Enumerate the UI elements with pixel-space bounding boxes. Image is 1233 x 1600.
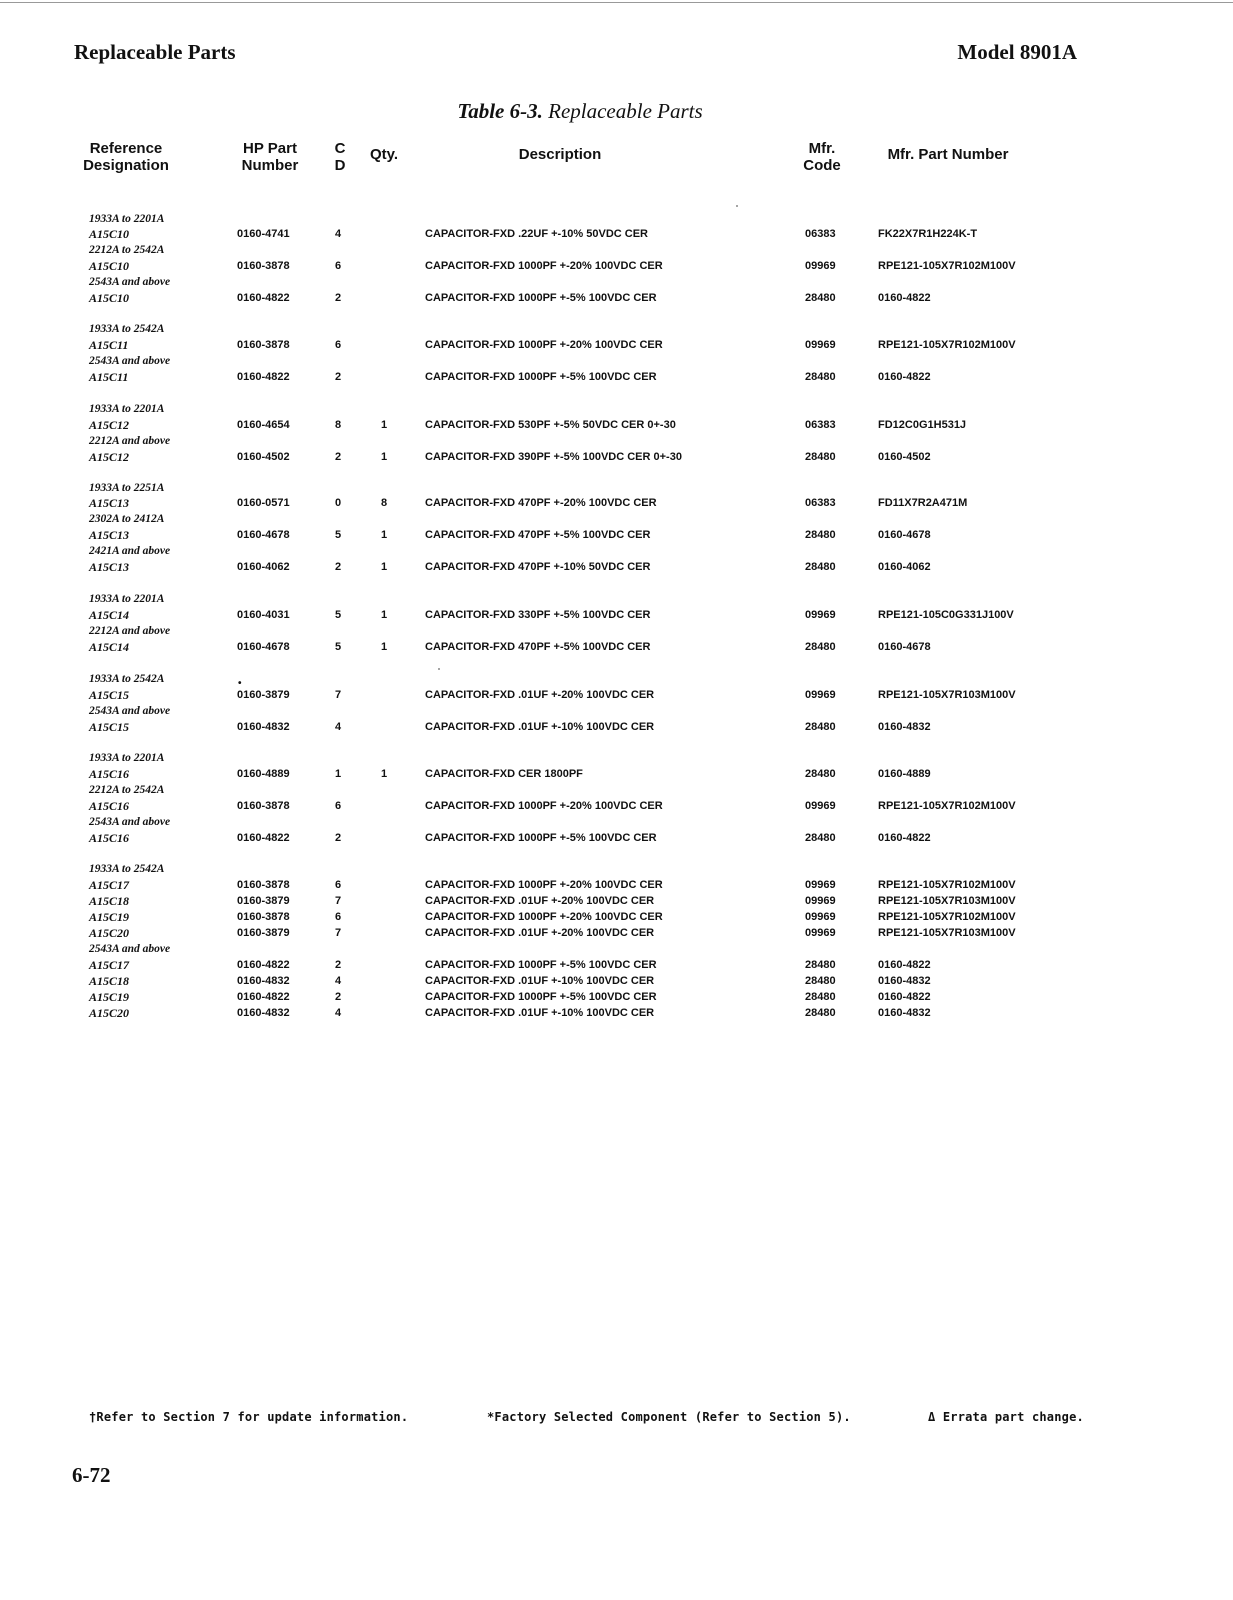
column-header-reference-line1: Reference xyxy=(89,140,163,157)
cd-cell: 7 xyxy=(335,927,342,939)
reference-cell: A15C10 xyxy=(89,259,130,273)
qty-cell: 1 xyxy=(381,641,388,653)
table-row xyxy=(0,528,1233,542)
mfr-code-cell: 09969 xyxy=(805,339,836,351)
cd-cell: 8 xyxy=(335,419,342,431)
serial-range-row xyxy=(0,783,1233,797)
description-cell: CAPACITOR-FXD .01UF +-20% 100VDC CER xyxy=(425,927,655,939)
qty-cell: 1 xyxy=(381,561,388,573)
cd-cell: 6 xyxy=(335,339,342,351)
reference-cell: A15C16 xyxy=(89,831,130,845)
cd-cell: 5 xyxy=(335,641,342,653)
serial-range-label: 1933A to 2542A xyxy=(89,673,165,685)
mfr-part-cell: 0160-4822 xyxy=(878,292,931,304)
table-row xyxy=(0,974,1233,988)
serial-range-row xyxy=(0,275,1233,289)
section-title: Replaceable Parts xyxy=(74,40,236,64)
description-cell: CAPACITOR-FXD 470PF +-5% 100VDC CER xyxy=(425,641,651,653)
table-row xyxy=(0,370,1233,384)
mfr-code-cell: 28480 xyxy=(805,371,836,383)
mfr-code-cell: 28480 xyxy=(805,832,836,844)
table-row xyxy=(0,926,1233,940)
description-cell: CAPACITOR-FXD 330PF +-5% 100VDC CER xyxy=(425,609,651,621)
hp-part-cell: 0160-3878 xyxy=(237,911,290,923)
description-cell: CAPACITOR-FXD 470PF +-5% 100VDC CER xyxy=(425,529,651,541)
mfr-code-cell: 09969 xyxy=(805,879,836,891)
mfr-code-cell: 28480 xyxy=(805,975,836,987)
mfr-part-cell: RPE121-105X7R102M100V xyxy=(878,260,1016,272)
description-cell: CAPACITOR-FXD 1000PF +-5% 100VDC CER xyxy=(425,371,657,383)
column-header-mfr-part-number: Mfr. Part Number xyxy=(887,146,1009,163)
serial-range-label: 2543A and above xyxy=(89,705,171,717)
reference-cell: A15C10 xyxy=(89,291,130,305)
mfr-part-cell: 0160-4822 xyxy=(878,991,931,1003)
reference-cell: A15C12 xyxy=(89,450,130,464)
description-cell: CAPACITOR-FXD 1000PF +-20% 100VDC CER xyxy=(425,911,663,923)
serial-range-label: 1933A to 2542A xyxy=(89,323,165,335)
description-cell: CAPACITOR-FXD .01UF +-20% 100VDC CER xyxy=(425,895,655,907)
serial-range-row xyxy=(0,322,1233,336)
mfr-code-cell: 09969 xyxy=(805,927,836,939)
serial-range-row xyxy=(0,704,1233,718)
column-header-hp-part-line1: HP Part xyxy=(243,140,297,157)
cd-cell: 1 xyxy=(335,768,342,780)
reference-cell: A15C14 xyxy=(89,608,130,622)
cd-cell: 4 xyxy=(335,1007,342,1019)
reference-cell: A15C20 xyxy=(89,1006,130,1020)
reference-cell: A15C16 xyxy=(89,799,130,813)
serial-range-row xyxy=(0,862,1233,876)
cd-cell: 6 xyxy=(335,911,342,923)
column-header-cd-line2: D xyxy=(334,157,346,174)
cd-cell: 7 xyxy=(335,689,342,701)
table-row xyxy=(0,767,1233,781)
reference-cell: A15C19 xyxy=(89,910,130,924)
description-cell: CAPACITOR-FXD 1000PF +-5% 100VDC CER xyxy=(425,292,657,304)
mfr-code-cell: 28480 xyxy=(805,529,836,541)
cd-cell: 2 xyxy=(335,561,342,573)
reference-cell: A15C14 xyxy=(89,640,130,654)
description-cell: CAPACITOR-FXD 1000PF +-20% 100VDC CER xyxy=(425,879,663,891)
table-row xyxy=(0,990,1233,1004)
hp-part-cell: 0160-4822 xyxy=(237,292,290,304)
table-row xyxy=(0,291,1233,305)
description-cell: CAPACITOR-FXD 470PF +-20% 100VDC CER xyxy=(425,497,657,509)
description-cell: CAPACITOR-FXD 1000PF +-20% 100VDC CER xyxy=(425,260,663,272)
description-cell: CAPACITOR-FXD 390PF +-5% 100VDC CER 0+-30 xyxy=(425,451,682,463)
hp-part-cell: 0160-4822 xyxy=(237,991,290,1003)
hp-part-cell: 0160-4062 xyxy=(237,561,290,573)
reference-cell: A15C15 xyxy=(89,720,130,734)
mfr-part-cell: FD12C0G1H531J xyxy=(878,419,967,431)
mfr-part-cell: RPE121-105X7R102M100V xyxy=(878,339,1016,351)
reference-cell: A15C15 xyxy=(89,688,130,702)
factory-selected-marker: • xyxy=(238,678,242,689)
mfr-part-cell: 0160-4822 xyxy=(878,832,931,844)
serial-range-row xyxy=(0,481,1233,495)
hp-part-cell: 0160-4678 xyxy=(237,641,290,653)
serial-range-label: 2543A and above xyxy=(89,816,171,828)
reference-cell: A15C11 xyxy=(89,338,129,352)
serial-range-label: 1933A to 2201A xyxy=(89,213,165,225)
cd-cell: 7 xyxy=(335,895,342,907)
cd-cell: 6 xyxy=(335,800,342,812)
qty-cell: 1 xyxy=(381,529,388,541)
description-cell: CAPACITOR-FXD 1000PF +-5% 100VDC CER xyxy=(425,832,657,844)
cd-cell: 5 xyxy=(335,609,342,621)
cd-cell: 2 xyxy=(335,959,342,971)
serial-range-row xyxy=(0,751,1233,765)
mfr-part-cell: RPE121-105X7R102M100V xyxy=(878,800,1016,812)
hp-part-cell: 0160-3878 xyxy=(237,339,290,351)
mfr-code-cell: 09969 xyxy=(805,260,836,272)
description-cell: CAPACITOR-FXD 530PF +-5% 50VDC CER 0+-30 xyxy=(425,419,676,431)
cd-cell: 4 xyxy=(335,721,342,733)
table-row xyxy=(0,496,1233,510)
mfr-code-cell: 28480 xyxy=(805,959,836,971)
reference-cell: A15C13 xyxy=(89,496,130,510)
mfr-part-cell: 0160-4678 xyxy=(878,641,931,653)
cd-cell: 6 xyxy=(335,260,342,272)
column-header-mfr-code-line2: Code xyxy=(803,157,841,174)
mfr-part-cell: 0160-4822 xyxy=(878,371,931,383)
model-label: Model 8901A xyxy=(957,40,1077,64)
serial-range-label: 2543A and above xyxy=(89,355,171,367)
table-row xyxy=(0,640,1233,654)
description-cell: CAPACITOR-FXD .01UF +-10% 100VDC CER xyxy=(425,975,655,987)
mfr-part-cell: 0160-4832 xyxy=(878,721,931,733)
cd-cell: 4 xyxy=(335,228,342,240)
mfr-code-cell: 06383 xyxy=(805,497,836,509)
reference-cell: A15C17 xyxy=(89,878,130,892)
footnote-factory-selected: *Factory Selected Component (Refer to Section 5). xyxy=(487,1410,851,1424)
mfr-code-cell: 06383 xyxy=(805,228,836,240)
mfr-part-cell: RPE121-105X7R103M100V xyxy=(878,689,1016,701)
serial-range-row xyxy=(0,592,1233,606)
cd-cell: 2 xyxy=(335,451,342,463)
mfr-code-cell: 28480 xyxy=(805,561,836,573)
mfr-part-cell: FD11X7R2A471M xyxy=(878,497,968,509)
mfr-part-cell: 0160-4678 xyxy=(878,529,931,541)
table-row xyxy=(0,608,1233,622)
mfr-part-cell: 0160-4062 xyxy=(878,561,931,573)
hp-part-cell: 0160-3879 xyxy=(237,689,290,701)
mfr-part-cell: 0160-4822 xyxy=(878,959,931,971)
mfr-part-cell: FK22X7R1H224K-T xyxy=(878,228,978,240)
reference-cell: A15C18 xyxy=(89,894,130,908)
reference-cell: A15C16 xyxy=(89,767,130,781)
qty-cell: 8 xyxy=(381,497,388,509)
serial-range-row xyxy=(0,512,1233,526)
table-name: Replaceable Parts xyxy=(548,99,703,123)
serial-range-label: 2212A and above xyxy=(89,435,171,447)
mfr-code-cell: 28480 xyxy=(805,292,836,304)
hp-part-cell: 0160-4822 xyxy=(237,959,290,971)
mfr-part-cell: RPE121-105X7R102M100V xyxy=(878,911,1016,923)
mfr-part-cell: RPE121-105X7R103M100V xyxy=(878,927,1016,939)
table-row xyxy=(0,418,1233,432)
serial-range-row xyxy=(0,402,1233,416)
hp-part-cell: 0160-3878 xyxy=(237,800,290,812)
description-cell: CAPACITOR-FXD .22UF +-10% 50VDC CER xyxy=(425,228,649,240)
cd-cell: 2 xyxy=(335,991,342,1003)
description-cell: CAPACITOR-FXD 1000PF +-5% 100VDC CER xyxy=(425,959,657,971)
column-header-description: Description xyxy=(518,146,602,163)
mfr-code-cell: 28480 xyxy=(805,768,836,780)
serial-range-row xyxy=(0,815,1233,829)
column-header-qty: Qty. xyxy=(369,146,399,163)
reference-cell: A15C10 xyxy=(89,227,130,241)
column-header-cd-line1: C xyxy=(334,140,346,157)
serial-range-row xyxy=(0,434,1233,448)
mfr-code-cell: 09969 xyxy=(805,911,836,923)
cd-cell: 0 xyxy=(335,497,342,509)
reference-cell: A15C13 xyxy=(89,528,130,542)
cd-cell: 5 xyxy=(335,529,342,541)
table-row xyxy=(0,450,1233,464)
hp-part-cell: 0160-4678 xyxy=(237,529,290,541)
mfr-part-cell: 0160-4832 xyxy=(878,975,931,987)
hp-part-cell: 0160-4502 xyxy=(237,451,290,463)
table-row xyxy=(0,338,1233,352)
mfr-code-cell: 06383 xyxy=(805,419,836,431)
serial-range-label: 2543A and above xyxy=(89,276,171,288)
mfr-code-cell: 28480 xyxy=(805,721,836,733)
table-row xyxy=(0,1006,1233,1020)
serial-range-row xyxy=(0,942,1233,956)
table-row xyxy=(0,958,1233,972)
description-cell: CAPACITOR-FXD .01UF +-10% 100VDC CER xyxy=(425,721,655,733)
serial-range-label: 2543A and above xyxy=(89,943,171,955)
table-row xyxy=(0,878,1233,892)
reference-cell: A15C12 xyxy=(89,418,130,432)
hp-part-cell: 0160-3878 xyxy=(237,879,290,891)
qty-cell: 1 xyxy=(381,768,388,780)
reference-cell: A15C20 xyxy=(89,926,130,940)
mfr-part-cell: RPE121-105C0G331J100V xyxy=(878,609,1014,621)
serial-range-label: 1933A to 2201A xyxy=(89,593,165,605)
mfr-part-cell: RPE121-105X7R102M100V xyxy=(878,879,1016,891)
table-row xyxy=(0,831,1233,845)
cd-cell: 6 xyxy=(335,879,342,891)
footnote-errata: Δ Errata part change. xyxy=(928,1410,1084,1424)
serial-range-row xyxy=(0,354,1233,368)
table-number: Table 6-3. xyxy=(457,99,543,123)
reference-cell: A15C17 xyxy=(89,958,130,972)
description-cell: CAPACITOR-FXD .01UF +-20% 100VDC CER xyxy=(425,689,655,701)
serial-range-label: 1933A to 2251A xyxy=(89,482,165,494)
serial-range-label: 2212A and above xyxy=(89,625,171,637)
hp-part-cell: 0160-4031 xyxy=(237,609,290,621)
table-row xyxy=(0,688,1233,702)
hp-part-cell: 0160-4822 xyxy=(237,371,290,383)
serial-range-label: 1933A to 2201A xyxy=(89,403,165,415)
mfr-code-cell: 28480 xyxy=(805,1007,836,1019)
reference-cell: A15C11 xyxy=(89,370,129,384)
description-cell: CAPACITOR-FXD 1000PF +-20% 100VDC CER xyxy=(425,800,663,812)
column-header-hp-part-line2: Number xyxy=(241,157,299,174)
hp-part-cell: 0160-4822 xyxy=(237,832,290,844)
hp-part-cell: 0160-4654 xyxy=(237,419,290,431)
table-row xyxy=(0,560,1233,574)
page-number: 6-72 xyxy=(72,1463,111,1487)
hp-part-cell: 0160-4832 xyxy=(237,975,290,987)
footnote-update: †Refer to Section 7 for update information. xyxy=(89,1410,409,1424)
reference-cell: A15C18 xyxy=(89,974,130,988)
hp-part-cell: 0160-3879 xyxy=(237,927,290,939)
table-row xyxy=(0,894,1233,908)
serial-range-label: 2212A to 2542A xyxy=(89,244,165,256)
table-row xyxy=(0,259,1233,273)
qty-cell: 1 xyxy=(381,419,388,431)
hp-part-cell: 0160-4889 xyxy=(237,768,290,780)
serial-range-row xyxy=(0,243,1233,257)
mfr-code-cell: 28480 xyxy=(805,991,836,1003)
description-cell: CAPACITOR-FXD 1000PF +-5% 100VDC CER xyxy=(425,991,657,1003)
description-cell: CAPACITOR-FXD 470PF +-10% 50VDC CER xyxy=(425,561,651,573)
column-header-reference-line2: Designation xyxy=(83,157,169,174)
table-row xyxy=(0,799,1233,813)
cd-cell: 2 xyxy=(335,371,342,383)
table-row xyxy=(0,227,1233,241)
description-cell: CAPACITOR-FXD CER 1800PF xyxy=(425,768,583,780)
mfr-code-cell: 28480 xyxy=(805,641,836,653)
hp-part-cell: 0160-3878 xyxy=(237,260,290,272)
mfr-code-cell: 28480 xyxy=(805,451,836,463)
reference-cell: A15C19 xyxy=(89,990,130,1004)
description-cell: CAPACITOR-FXD .01UF +-10% 100VDC CER xyxy=(425,1007,655,1019)
hp-part-cell: 0160-4741 xyxy=(237,228,290,240)
mfr-part-cell: 0160-4889 xyxy=(878,768,931,780)
hp-part-cell: 0160-0571 xyxy=(237,497,290,509)
mfr-part-cell: 0160-4502 xyxy=(878,451,931,463)
scan-speck xyxy=(438,668,440,670)
serial-range-label: 2421A and above xyxy=(89,545,171,557)
description-cell: CAPACITOR-FXD 1000PF +-20% 100VDC CER xyxy=(425,339,663,351)
mfr-code-cell: 09969 xyxy=(805,800,836,812)
mfr-part-cell: 0160-4832 xyxy=(878,1007,931,1019)
hp-part-cell: 0160-4832 xyxy=(237,721,290,733)
qty-cell: 1 xyxy=(381,451,388,463)
serial-range-label: 2302A to 2412A xyxy=(89,513,165,525)
hp-part-cell: 0160-3879 xyxy=(237,895,290,907)
serial-range-row xyxy=(0,544,1233,558)
table-row xyxy=(0,910,1233,924)
cd-cell: 2 xyxy=(335,292,342,304)
hp-part-cell: 0160-4832 xyxy=(237,1007,290,1019)
cd-cell: 2 xyxy=(335,832,342,844)
cd-cell: 4 xyxy=(335,975,342,987)
mfr-code-cell: 09969 xyxy=(805,609,836,621)
reference-cell: A15C13 xyxy=(89,560,130,574)
mfr-part-cell: RPE121-105X7R103M100V xyxy=(878,895,1016,907)
serial-range-row xyxy=(0,672,1233,686)
serial-range-label: 1933A to 2201A xyxy=(89,752,165,764)
table-row xyxy=(0,720,1233,734)
serial-range-row xyxy=(0,212,1233,226)
mfr-code-cell: 09969 xyxy=(805,689,836,701)
column-header-mfr-code-line1: Mfr. xyxy=(808,140,836,157)
serial-range-label: 1933A to 2542A xyxy=(89,863,165,875)
qty-cell: 1 xyxy=(381,609,388,621)
serial-range-label: 2212A to 2542A xyxy=(89,784,165,796)
mfr-code-cell: 09969 xyxy=(805,895,836,907)
serial-range-row xyxy=(0,624,1233,638)
scan-speck xyxy=(736,205,738,207)
